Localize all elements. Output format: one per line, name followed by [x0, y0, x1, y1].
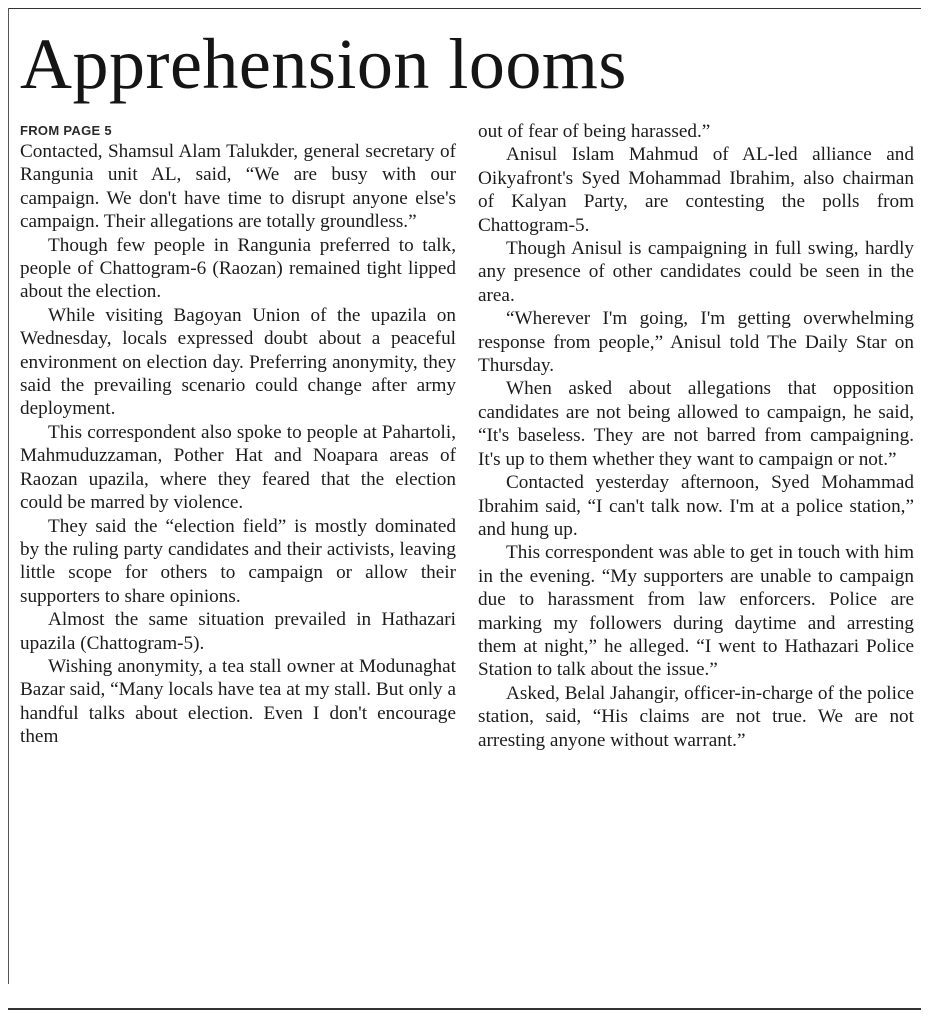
left-rule	[8, 8, 9, 984]
paragraph: This correspondent also spoke to people at Pahartoli, Mahmuduzzaman, Pother Hat and Noapara areas of Raozan upazila, where they feared that the election could be marred by violence.	[20, 421, 456, 514]
paragraph: Wishing anonymity, a tea stall owner at Modunaghat Bazar said, “Many locals have tea at my stall. But only a handful talks about election. Even I don't encourage them	[20, 655, 456, 748]
paragraph: out of fear of being harassed.”	[478, 121, 711, 142]
bottom-rule	[8, 1008, 921, 1010]
kicker: FROM PAGE 5	[20, 123, 112, 138]
paragraph: Contacted, Shamsul Alam Talukder, general secretary of Rangunia unit AL, said, “We are busy with our campaign. We don't have time to disrupt anyone else's campaign. Their allegations are totally groundless.”	[20, 141, 456, 233]
paragraph: While visiting Bagoyan Union of the upazila on Wednesday, locals expressed doubt about a peaceful environment on election day. Preferring anonymity, they said the prevailing scenario could change after army deployment.	[20, 304, 456, 420]
paragraph: “Wherever I'm going, I'm getting overwhelming response from people,” Anisul told The Daily Star on Thursday.	[478, 308, 914, 377]
headline: Apprehension looms	[20, 24, 627, 104]
top-rule	[8, 8, 921, 9]
paragraph: Though Anisul is campaigning in full swing, hardly any presence of other candidates could be seen in the area.	[478, 238, 914, 306]
right-column	[478, 120, 914, 752]
paragraph: Asked, Belal Jahangir, officer-in-charge of the police station, said, “His claims are not true. We are not arresting anyone without warrant.”	[478, 682, 914, 751]
left-column	[20, 122, 456, 749]
paragraph: Though few people in Rangunia preferred to talk, people of Chattogram-6 (Raozan) remained tight lipped about the election.	[20, 234, 456, 303]
paragraph: Anisul Islam Mahmud of AL-led alliance and Oikyafront's Syed Mohammad Ibrahim, also chairman of Kalyan Party, are contesting the polls from Chattogram-5.	[478, 144, 914, 236]
paragraph: Contacted yesterday afternoon, Syed Mohammad Ibrahim said, “I can't talk now. I'm at a police station,” and hung up.	[478, 472, 914, 540]
paragraph: This correspondent was able to get in touch with him in the evening. “My supporters are unable to campaign due to harassment from law enforcers. Police are marking my followers during daytime and arresting them at night,” he alleged. “I went to Hathazari Police Station to talk about the issue.”	[478, 542, 914, 681]
paragraph: They said the “election field” is mostly dominated by the ruling party candidates and their activists, leaving little scope for others to campaign or allow their supporters to share opinions.	[20, 515, 456, 607]
paragraph: When asked about allegations that opposition candidates are not being allowed to campaign, he said, “It's baseless. They are not barred from campaigning. It's up to them whether they want to campaign or not.”	[478, 378, 914, 470]
paragraph: Almost the same situation prevailed in Hathazari upazila (Chattogram-5).	[20, 609, 456, 654]
